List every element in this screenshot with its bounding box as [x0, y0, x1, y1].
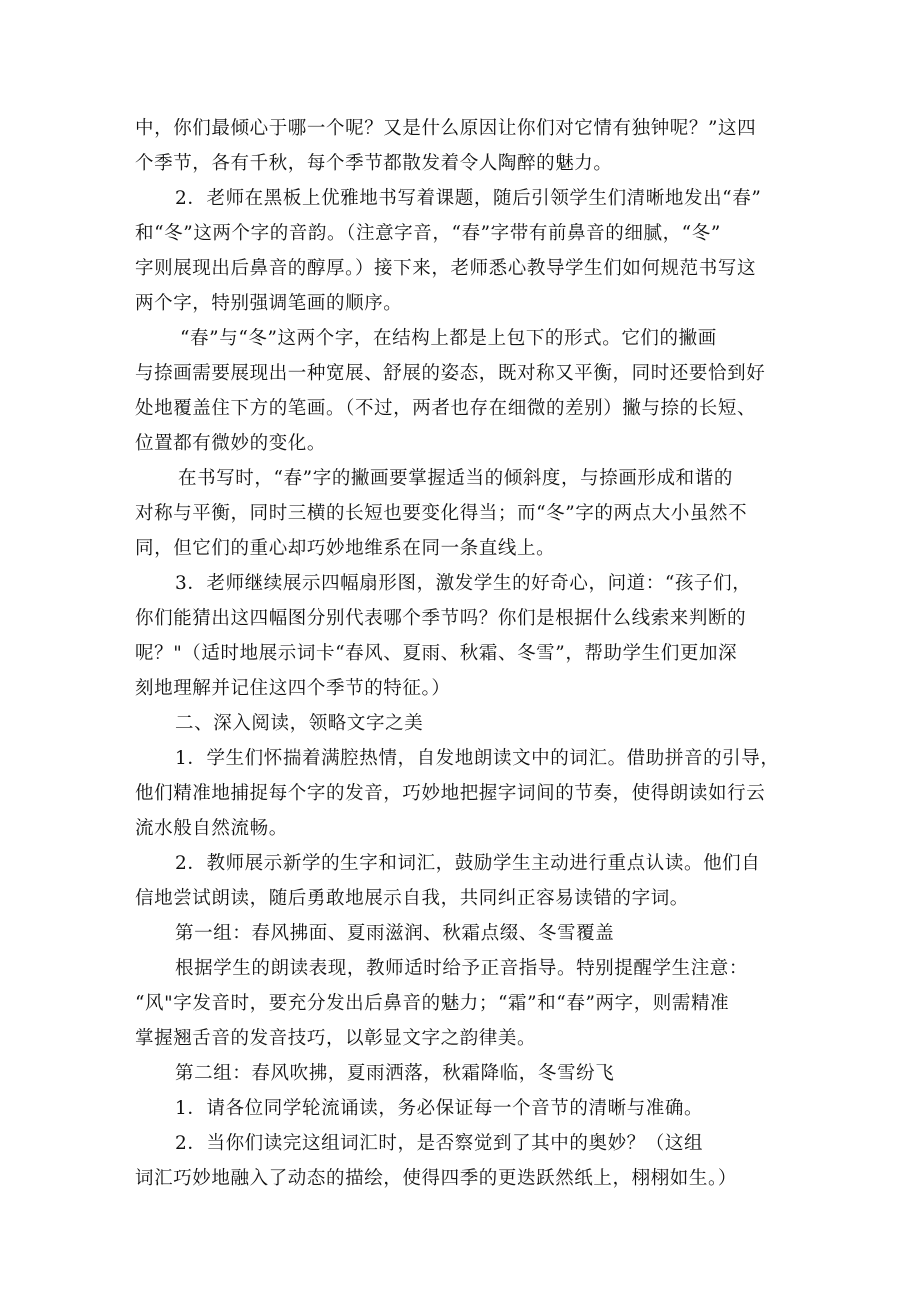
text-line: 刻地理解并记住这四个季节的特征。）	[135, 678, 451, 699]
text-line: 词汇巧妙地融入了动态的描绘，使得四季的更迭跃然纸上，栩栩如生。）	[135, 1168, 737, 1189]
text-line: 2．老师在黑板上优雅地书写着课题，随后引领学生们清晰地发出“春”	[175, 188, 762, 209]
text-line: 与捺画需要展现出一种宽展、舒展的姿态，既对称又平衡，同时还要恰到好	[135, 363, 766, 384]
text-line: 信地尝试朗读，随后勇敢地展示自我，共同纠正容易读错的字词。	[135, 888, 689, 909]
text-line: 对称与平衡，同时三横的长短也要变化得当；而“冬”字的两点大小虽然不	[135, 503, 748, 524]
text-line: 同，但它们的重心却巧妙地维系在同一条直线上。	[135, 538, 556, 559]
text-line: 你们能猜出这四幅图分别代表哪个季节吗？你们是根据什么线索来判断的	[135, 608, 747, 629]
text-line: 根据学生的朗读表现，教师适时给予正音指导。特别提醒学生注意：	[175, 958, 749, 979]
text-line: 处地覆盖住下方的笔画。（不过，两者也存在细微的差别）撇与捺的长短、	[135, 398, 757, 419]
text-line: 第一组：春风拂面、夏雨滋润、秋霜点缀、冬雪覆盖	[175, 923, 615, 944]
text-line: 两个字，特别强调笔画的顺序。	[135, 293, 403, 314]
text-line: 流水般自然流畅。	[135, 818, 288, 839]
text-line: 他们精准地捕捉每个字的发音，巧妙地把握字词间的节奏，使得朗读如行云	[135, 783, 766, 804]
text-line: 3．老师继续展示四幅扇形图，激发学生的好奇心，问道：“孩子们，	[175, 573, 752, 594]
text-line: 字则展现出后鼻音的醇厚。）接下来，老师悉心教导学生们如何规范书写这	[135, 258, 757, 279]
text-line: 2．当你们读完这组词汇时，是否察觉到了其中的奥妙？（这组	[175, 1133, 704, 1154]
text-line: 掌握翘舌音的发音技巧，以彰显文字之韵律美。	[135, 1028, 537, 1049]
text-line: “风"字发音时，要充分发出后鼻音的魅力；“霜”和“春”两字，则需精准	[135, 993, 730, 1014]
text-line: 1．请各位同学轮流诵读，务必保证每一个音节的清晰与准确。	[175, 1098, 704, 1119]
text-line: 在书写时，“春”字的撇画要掌握适当的倾斜度，与捺画形成和谐的	[178, 468, 733, 489]
text-line: “春”与“冬”这两个字，在结构上都是上包下的形式。它们的撇画	[180, 328, 717, 349]
text-line: 和“冬”这两个字的音韵。（注意字音，“春”字带有前鼻音的细腻，“冬”	[135, 223, 721, 244]
text-line: 第二组：春风吹拂，夏雨洒落，秋霜降临，冬雪纷飞	[175, 1063, 615, 1084]
text-line: 1．学生们怀揣着满腔热情，自发地朗读文中的词汇。借助拼音的引导，	[175, 748, 780, 769]
text-line: 个季节，各有千秋，每个季节都散发着令人陶醉的魅力。	[135, 153, 613, 174]
text-line: 2．教师展示新学的生字和词汇，鼓励学生主动进行重点认读。他们自	[175, 853, 761, 874]
text-line: 呢？"（适时地展示词卡“春风、夏雨、秋霜、冬雪”，帮助学生们更加深	[135, 643, 738, 664]
text-line: 位置都有微妙的变化。	[135, 433, 327, 454]
text-line: 中，你们最倾心于哪一个呢？又是什么原因让你们对它情有独钟呢？”这四	[135, 118, 757, 139]
section-heading: 二、深入阅读，领略文字之美	[175, 713, 424, 734]
